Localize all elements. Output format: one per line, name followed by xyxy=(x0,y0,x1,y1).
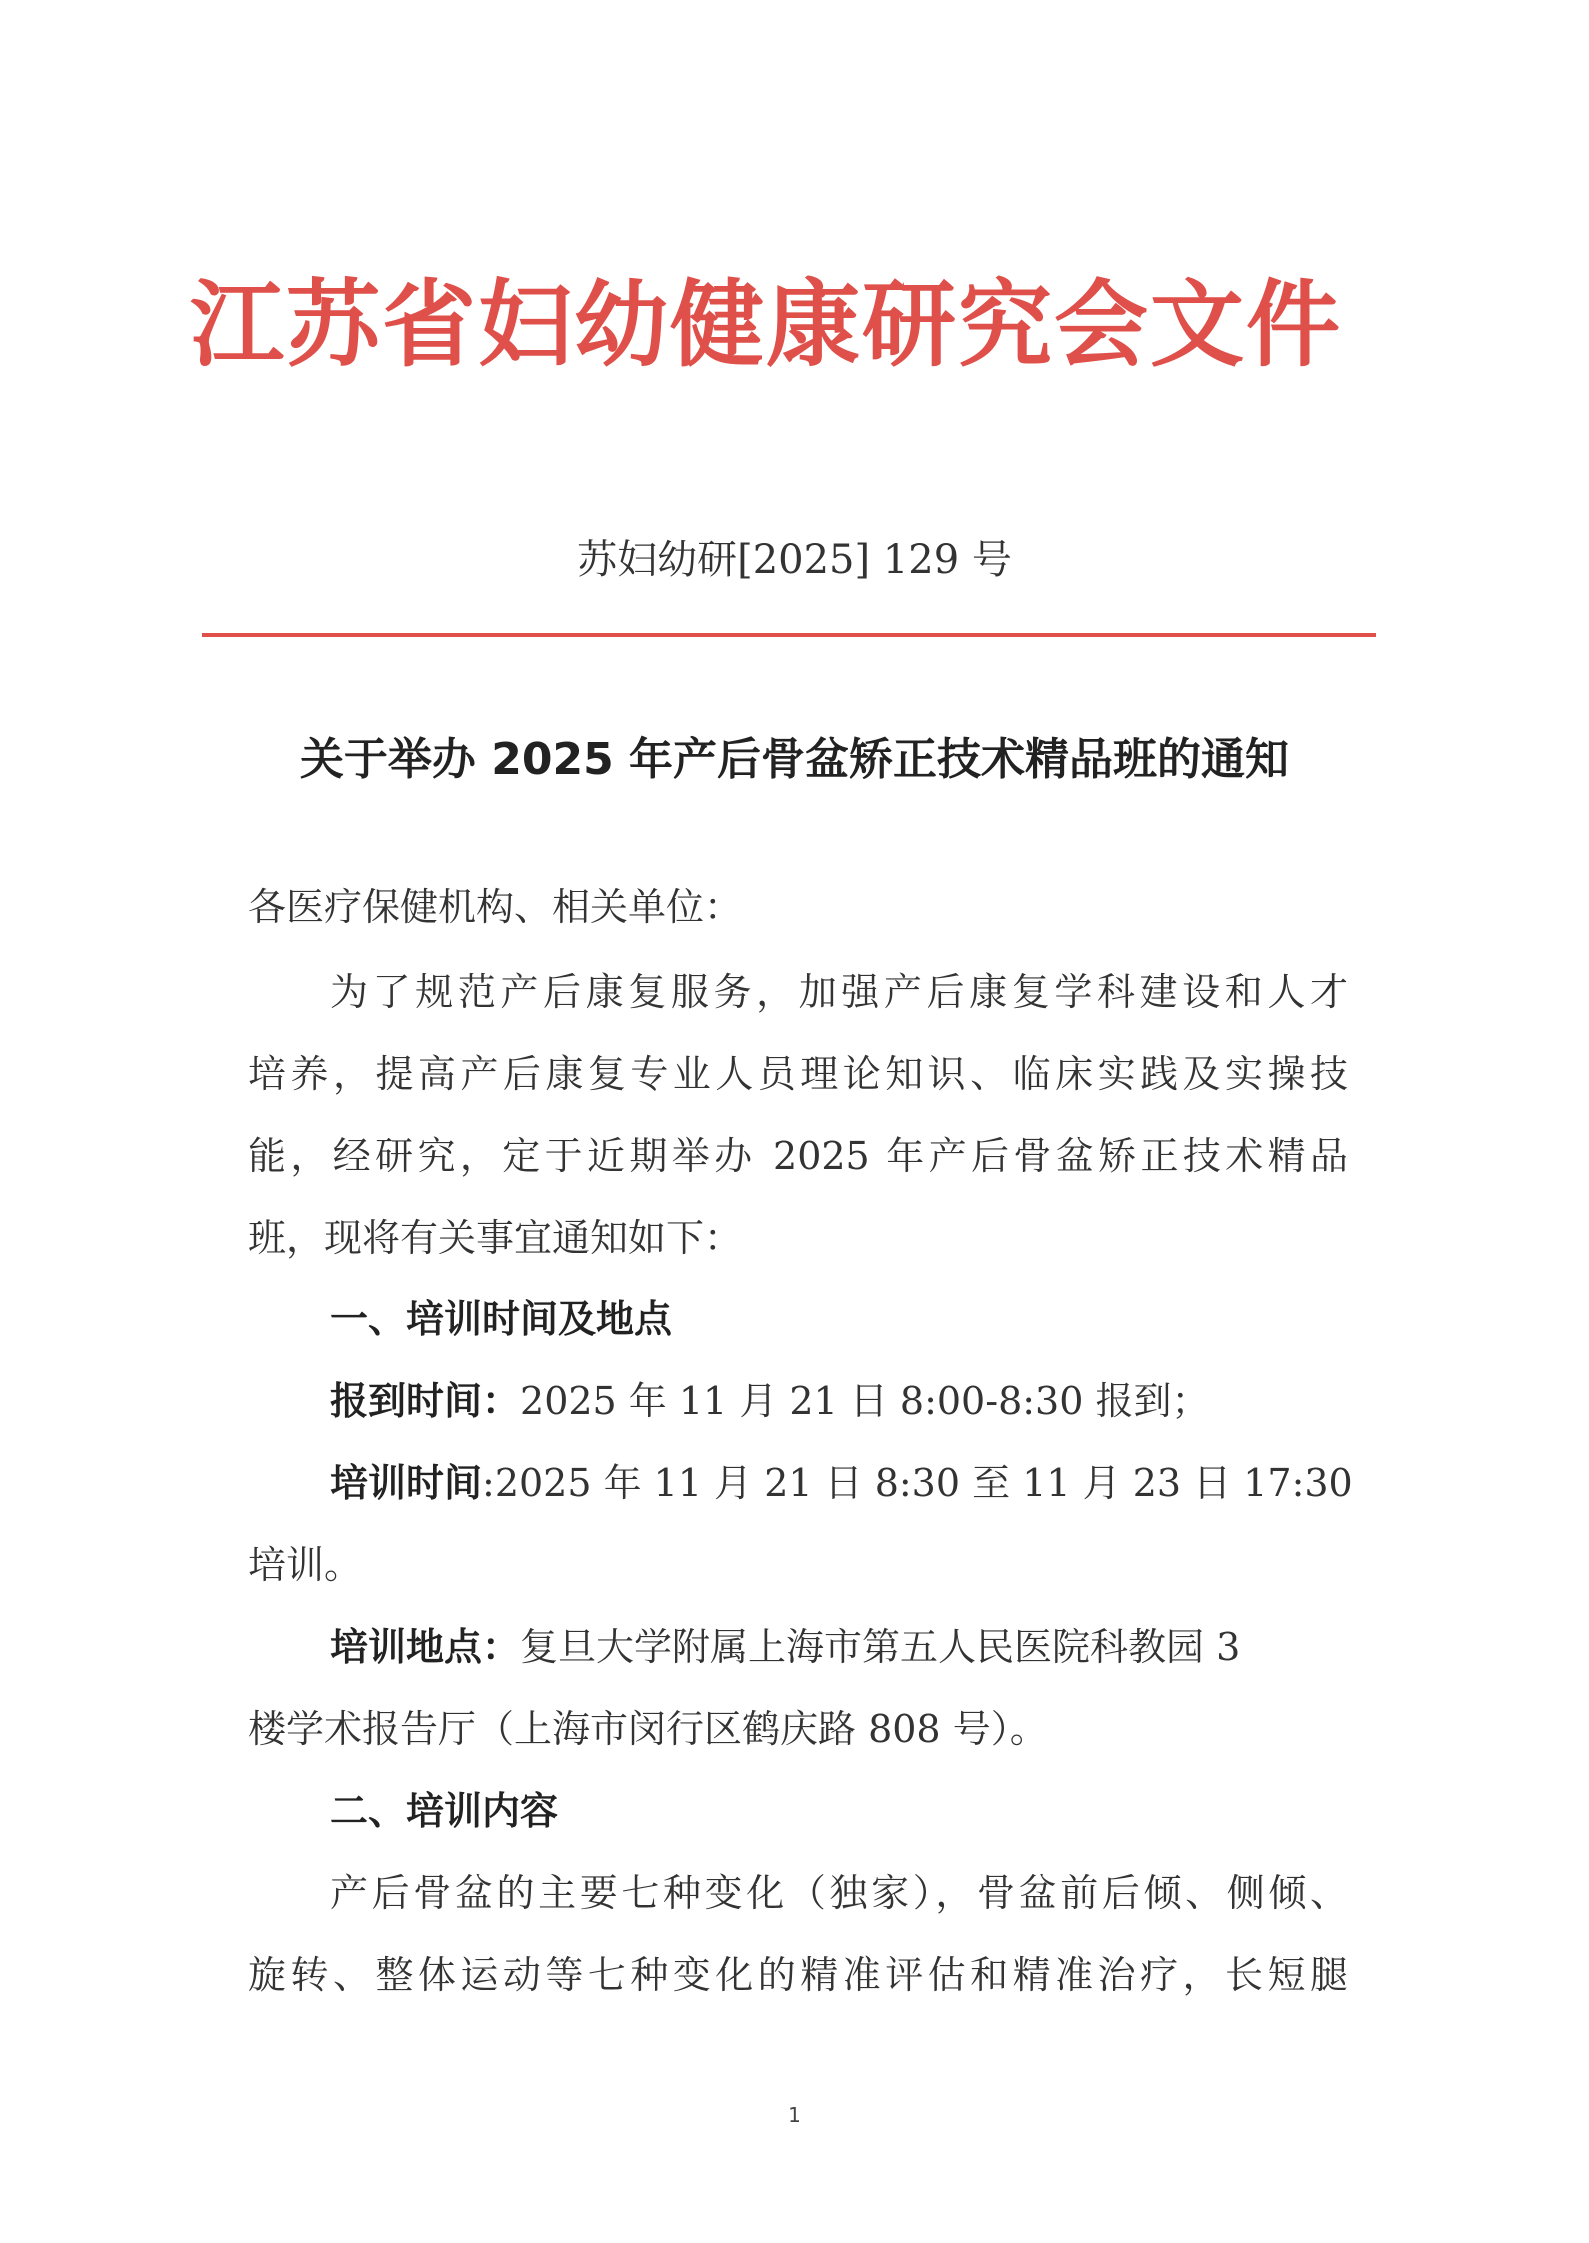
document-number: 苏妇幼研[2025] 129 号 xyxy=(577,537,1012,583)
section-heading: 一、培训时间及地点 xyxy=(330,1297,673,1341)
intro-line: 为了规范产后康复服务，加强产后康复学科建设和人才 xyxy=(330,970,1348,1014)
page-number: 1 xyxy=(788,2103,801,2127)
content-line: 旋转、整体运动等七种变化的精准评估和精准治疗，长短腿 xyxy=(248,1953,1348,1997)
notice-title: 关于举办 2025 年产后骨盆矫正技术精品班的通知 xyxy=(299,734,1290,785)
report-time-value: 2025 年 11 月 21 日 8:00-8:30 报到； xyxy=(520,1379,1210,1423)
training-time-label: 培训时间 xyxy=(330,1461,483,1505)
intro-line: 培养，提高产后康复专业人员理论知识、临床实践及实操技 xyxy=(248,1052,1348,1096)
location-cont: 楼学术报告厅（上海市闵行区鹤庆路 808 号）。 xyxy=(248,1707,1048,1751)
location-value: 复旦大学附属上海市第五人民医院科教园 3 xyxy=(520,1625,1241,1669)
salutation: 各医疗保健机构、相关单位： xyxy=(248,885,743,929)
content-line: 产后骨盆的主要七种变化（独家），骨盆前后倾、侧倾、 xyxy=(330,1871,1348,1915)
report-time-row xyxy=(330,1379,1348,1423)
training-time-cont: 培训。 xyxy=(248,1543,363,1587)
report-time-label: 报到时间： xyxy=(330,1379,521,1423)
header-divider xyxy=(202,633,1376,637)
training-time-value: :2025 年 11 月 21 日 8:30 至 11 月 23 日 17:30 xyxy=(482,1461,1353,1505)
intro-line: 能，经研究，定于近期举办 2025 年产后骨盆矫正技术精品 xyxy=(248,1134,1348,1178)
location-row xyxy=(330,1625,1348,1669)
training-time-row xyxy=(330,1461,1353,1505)
org-header-title: 江苏省妇幼健康研究会文件 xyxy=(190,270,1343,380)
location-label: 培训地点： xyxy=(330,1625,521,1669)
intro-line: 班，现将有关事宜通知如下： xyxy=(248,1216,743,1260)
section-heading: 二、培训内容 xyxy=(330,1789,559,1833)
